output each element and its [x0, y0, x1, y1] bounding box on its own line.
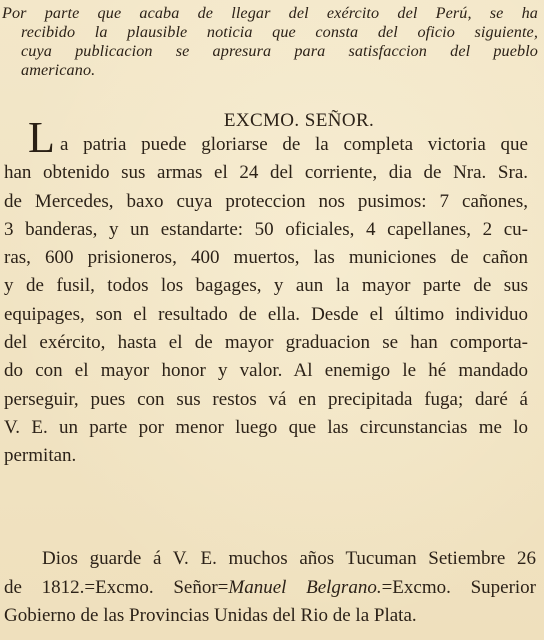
intro-line: cuya publicacion se apresura para satisfaccion del pueblo [21, 42, 538, 60]
body-line: equipages, son el resultado de ella. Desde el último individuo [4, 303, 528, 325]
body-line: ras, 600 prisioneros, 400 muertos, las municiones de cañon [4, 247, 528, 269]
body-line: V. E. un parte por menor luego que las circunstancias me lo [4, 416, 528, 438]
intro-line: Por parte que acaba de llegar del exército del Perú, se ha [2, 4, 538, 22]
closing-text: de 1812.=Excmo. Señor= [4, 576, 229, 598]
closing-line: Gobierno de las Provincias Unidas del Rio de la Plata. [4, 605, 417, 626]
closing-text: =Excmo. Superior [381, 576, 536, 598]
body-line: de Mercedes, baxo cuya proteccion nos pusimos: 7 cañones, [4, 190, 528, 212]
body-line: do con el mayor honor y valor. Al enemigo le hé mandado [4, 360, 528, 382]
closing-paragraph [4, 545, 536, 631]
intro-line: americano. [21, 61, 96, 79]
intro-paragraph [2, 4, 538, 80]
drop-cap: L [28, 113, 55, 162]
body-line: y de fusil, todos los bagages, y aun la mayor parte de sus [4, 275, 528, 297]
body-line: del exército, hasta el de mayor graduacion se han comporta- [4, 332, 528, 354]
letter-heading [0, 110, 544, 132]
body-line: 3 banderas, y un estandarte: 50 oficiales, 4 capellanes, 2 cu- [4, 218, 528, 240]
body-line: permitan. [4, 445, 77, 467]
signature-name: Manuel Belgrano. [228, 576, 382, 598]
body-line: a patria puede gloriarse de la completa victoria que [60, 134, 528, 155]
letter-body [4, 131, 528, 471]
body-line: han obtenido sus armas el 24 del corriente, dia de Nra. Sra. [4, 162, 528, 184]
closing-line-signature [4, 574, 536, 603]
closing-line: Dios guarde á V. E. muchos años Tucuman Setiembre 26 [42, 548, 536, 569]
body-line: perseguir, pues con sus restos vá en precipitada fuga; daré á [4, 388, 528, 410]
heading-text: EXCMO. SEÑOR. [223, 110, 375, 131]
intro-line: recibido la plausible noticia que consta del oficio siguiente, [21, 23, 538, 41]
